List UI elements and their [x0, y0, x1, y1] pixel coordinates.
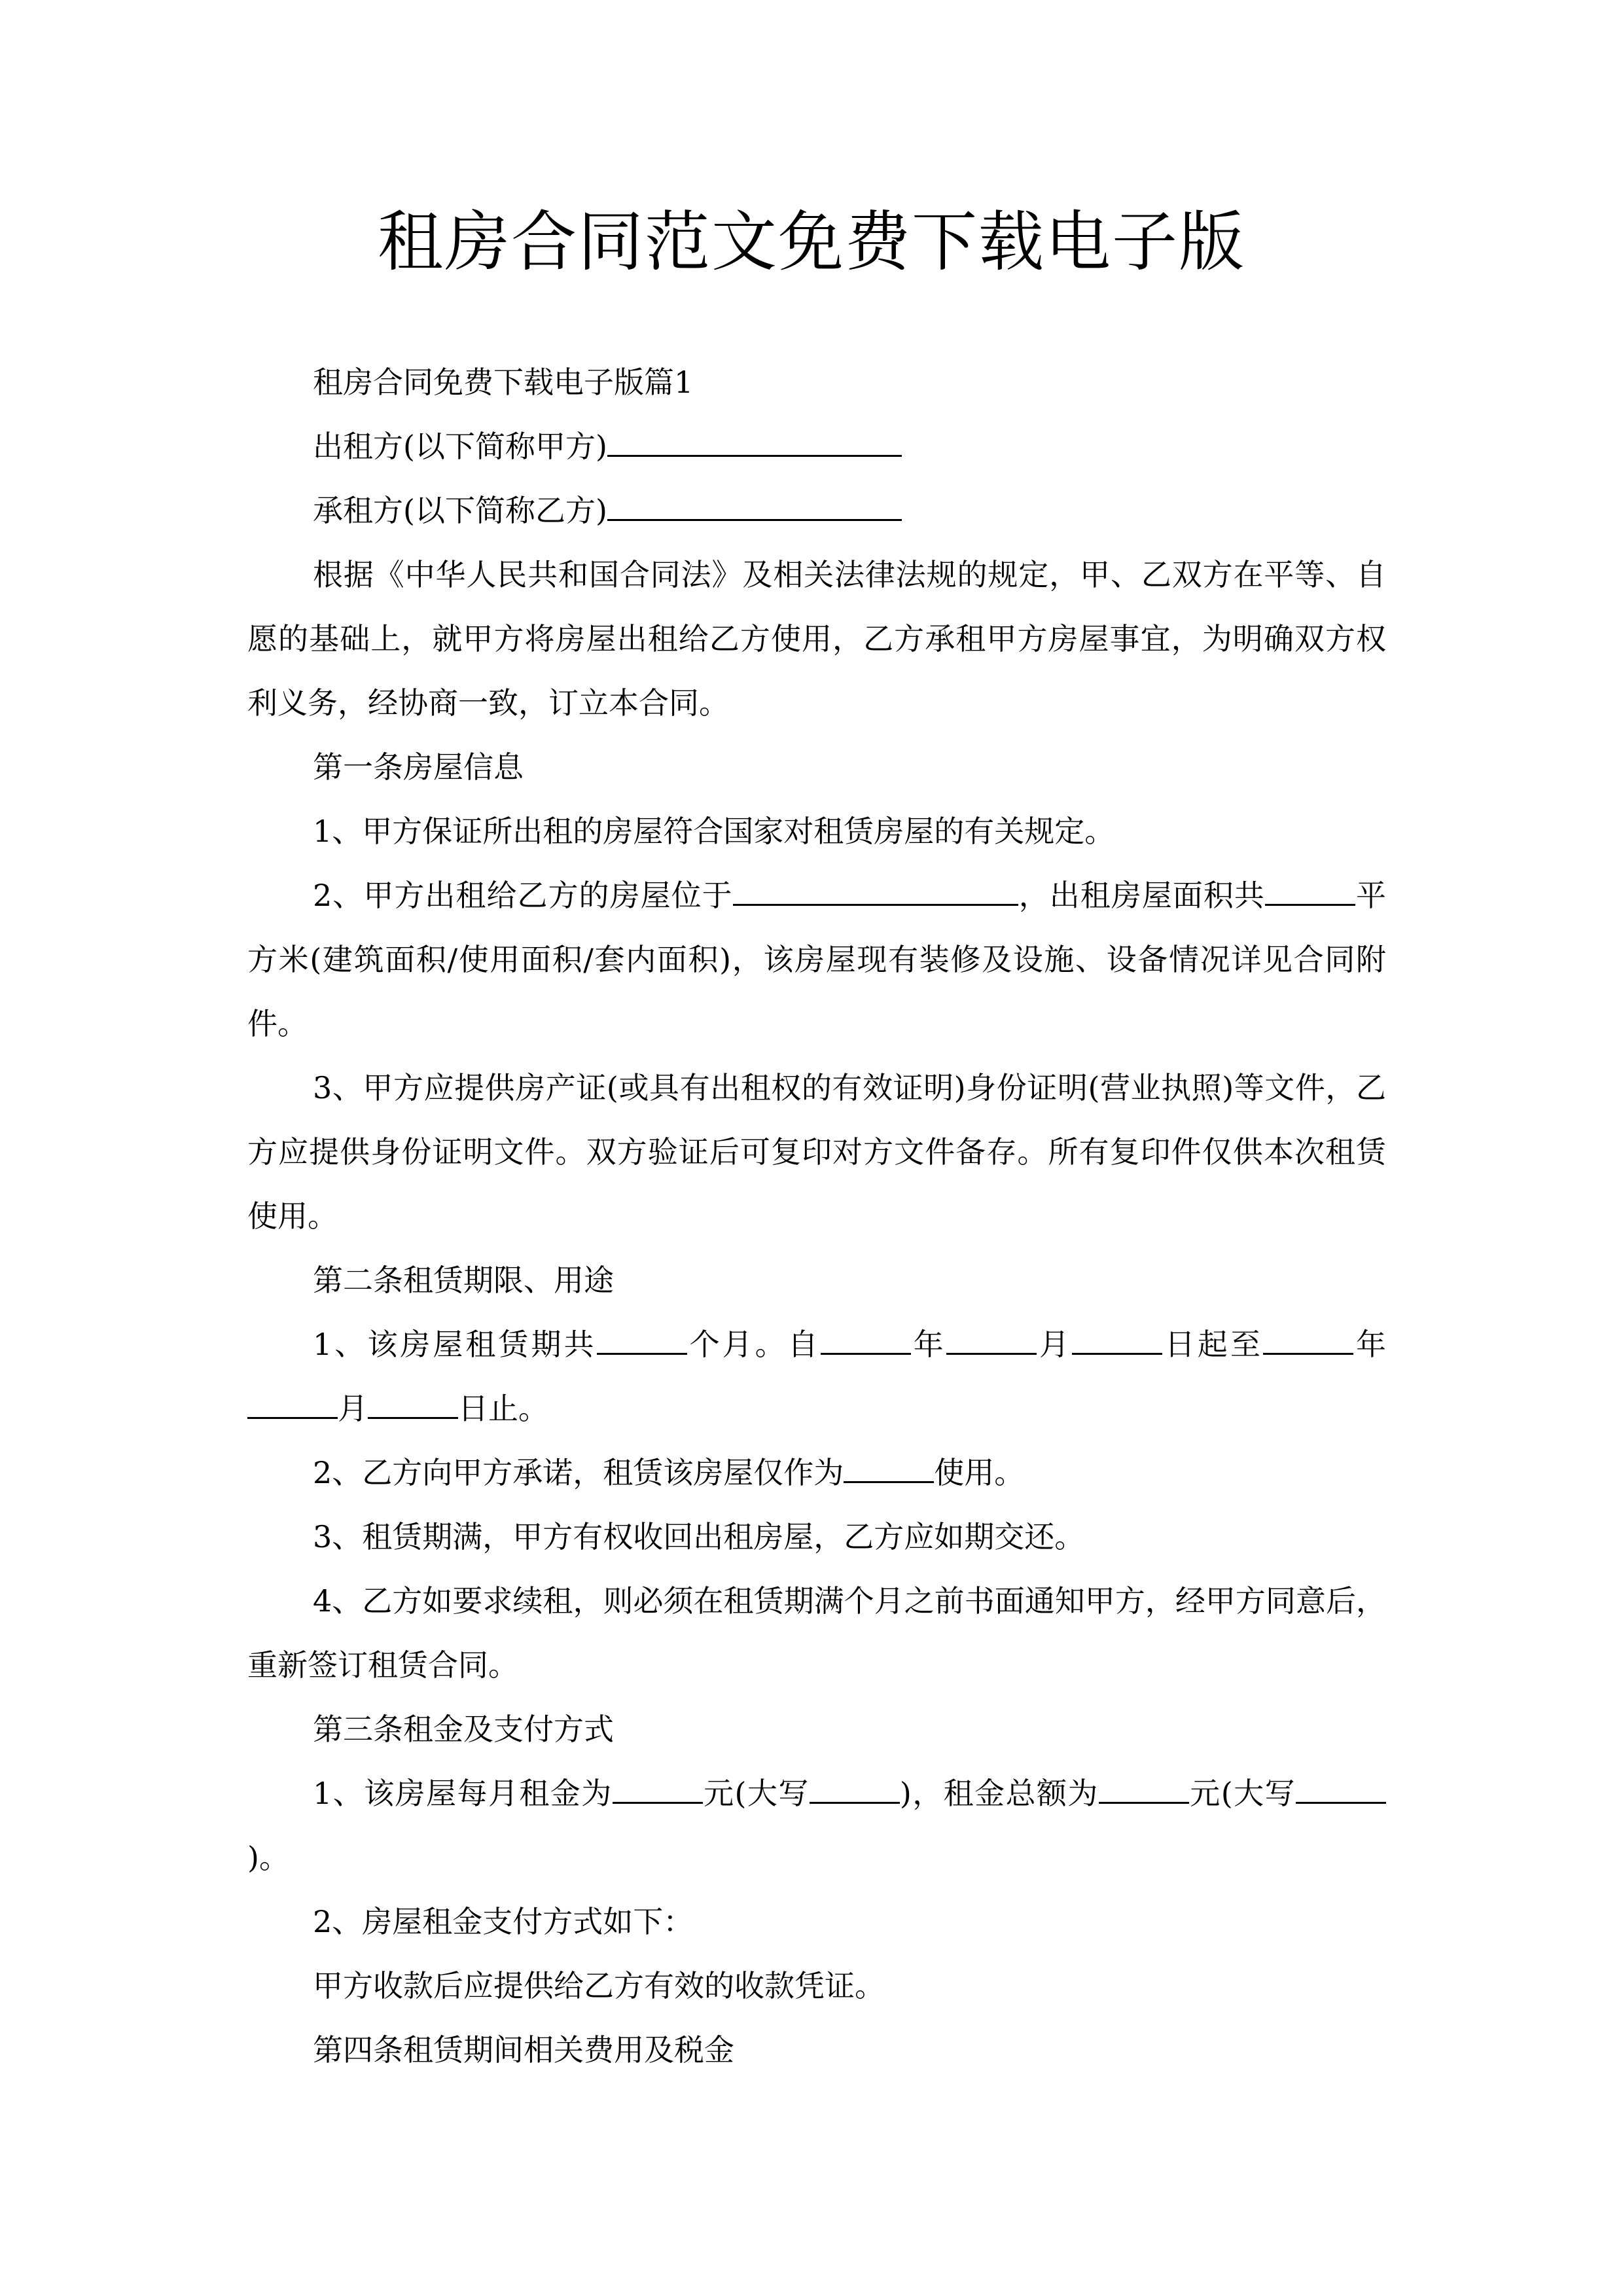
article3-heading: 第三条租金及支付方式 — [313, 1712, 614, 1747]
article3-item1 — [247, 1761, 1386, 1890]
start-month-blank[interactable] — [946, 1324, 1037, 1355]
lessee-blank[interactable] — [607, 490, 902, 521]
article2-item4: 4、乙方如要求续租，则必须在租赁期满个月之前书面通知甲方，经甲方同意后，重新签订租赁合同。 — [247, 1583, 1386, 1683]
article2-item1-text4: 月 — [1036, 1327, 1072, 1362]
document-title: 租房合同范文免费下载电子版 — [378, 204, 1245, 280]
article1-item2-text1: 2、甲方出租给乙方的房屋位于 — [313, 878, 733, 913]
article1-item2 — [247, 863, 1386, 1056]
monthly-rent-words-blank[interactable] — [810, 1773, 900, 1804]
article1-item3: 3、甲方应提供房产证(或具有出租权的有效证明)身份证明(营业执照)等文件，乙方应提供身份证明文件。双方验证后可复印对方文件备存。所有复印件仅供本次租赁使用。 — [247, 1070, 1386, 1234]
article2-item1-text7: 月 — [338, 1391, 368, 1426]
article2-heading: 第二条租赁期限、用途 — [313, 1263, 614, 1298]
monthly-rent-blank[interactable] — [613, 1773, 703, 1804]
months-blank[interactable] — [597, 1324, 687, 1355]
total-rent-blank[interactable] — [1099, 1773, 1189, 1804]
article1-item2-text3: 平方米(建筑面积/使用面积/套内面积)，该房屋现有装修及设施、设备情况详见合同附件。 — [247, 878, 1386, 1041]
article3-item2: 2、房屋租金支付方式如下： — [313, 1904, 694, 1939]
lessee-label: 承租方(以下简称乙方) — [313, 493, 607, 528]
article3-item1-text3: )，租金总额为 — [899, 1776, 1099, 1811]
end-day-blank[interactable] — [368, 1388, 458, 1419]
lessor-label: 出租方(以下简称甲方) — [313, 429, 607, 464]
article1-item1: 1、甲方保证所出租的房屋符合国家对租赁房屋的有关规定。 — [313, 814, 1115, 849]
usage-blank[interactable] — [844, 1452, 934, 1483]
article3-item1-text4: 元(大写 — [1188, 1776, 1296, 1811]
article3-note: 甲方收款后应提供给乙方有效的收款凭证。 — [313, 1968, 885, 2003]
article2-item1-text6: 年 — [1353, 1327, 1386, 1362]
lessor-blank[interactable] — [607, 426, 902, 457]
article2-item3: 3、租赁期满，甲方有权收回出租房屋，乙方应如期交还。 — [313, 1519, 1085, 1554]
preamble-paragraph: 根据《中华人民共和国合同法》及相关法律法规的规定，甲、乙双方在平等、自愿的基础上，就甲方将房屋出租给乙方使用，乙方承租甲方房屋事宜，为明确双方权利义务，经协商一致，订立本合同。 — [247, 557, 1386, 721]
article2-item2-text2: 使用。 — [934, 1455, 1025, 1490]
end-month-blank[interactable] — [247, 1388, 338, 1419]
total-rent-words-blank[interactable] — [1296, 1773, 1386, 1804]
article1-heading: 第一条房屋信息 — [313, 749, 524, 785]
document-subtitle: 租房合同免费下载电子版篇1 — [313, 365, 694, 400]
article3-item1-text1: 1、该房屋每月租金为 — [313, 1776, 613, 1811]
location-blank[interactable] — [733, 875, 1018, 906]
article2-item1-text2: 个月。自 — [687, 1327, 821, 1362]
article4-heading: 第四条租赁期间相关费用及税金 — [313, 2032, 734, 2068]
article3-item1-text2: 元(大写 — [702, 1776, 810, 1811]
start-year-blank[interactable] — [821, 1324, 911, 1355]
article2-item1-text3: 年 — [910, 1327, 946, 1362]
article2-item2-text1: 2、乙方向甲方承诺，租赁该房屋仅作为 — [313, 1455, 844, 1490]
article3-item1-text5: )。 — [247, 1840, 289, 1875]
area-blank[interactable] — [1265, 875, 1355, 906]
article2-item1-text8: 日止。 — [458, 1391, 548, 1426]
article2-item1 — [247, 1312, 1386, 1441]
article1-item2-text2: ，出租房屋面积共 — [1018, 878, 1265, 913]
start-day-blank[interactable] — [1072, 1324, 1162, 1355]
article2-item1-text1: 1、该房屋租赁期共 — [313, 1327, 597, 1362]
lessee-line — [247, 478, 1386, 543]
document-body — [247, 350, 1386, 2082]
article2-item1-text5: 日起至 — [1162, 1327, 1263, 1362]
end-year-blank[interactable] — [1263, 1324, 1353, 1355]
article2-item2 — [247, 1441, 1386, 1505]
lessor-line — [247, 414, 1386, 478]
